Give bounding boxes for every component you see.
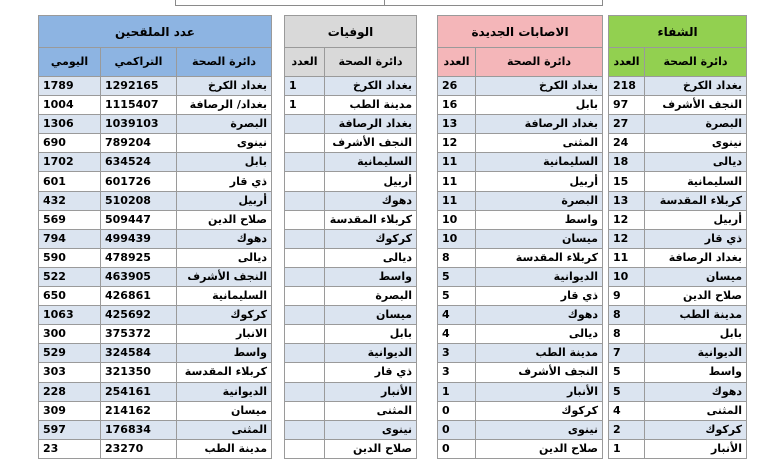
deaths-count-cell: 1 [285,96,325,115]
deaths-row [285,134,417,153]
new-cases-row [438,96,603,115]
recoveries-row [609,325,747,344]
vaccinated-row [39,210,272,229]
recoveries-row [609,287,747,306]
new-cases-dept-header: دائرة الصحة [476,48,603,77]
deaths-count-cell [285,153,325,172]
recoveries-row [609,248,747,267]
deaths-count-cell [285,267,325,286]
vaccinated-daily-cell: 23 [39,439,101,458]
deaths-row [285,77,417,96]
deaths-dept-cell: ديالى [325,248,417,267]
recoveries-count-cell: 13 [609,191,645,210]
recoveries-dept-cell: دهوك [645,382,747,401]
recoveries-row [609,439,747,458]
recoveries-row [609,382,747,401]
vaccinated-cumulative-cell: 478925 [101,248,177,267]
vaccinated-daily-header: اليومي [39,48,101,77]
vaccinated-cumulative-cell: 324584 [101,344,177,363]
recoveries-dept-cell: ميسان [645,267,747,286]
deaths-row [285,172,417,191]
deaths-table [284,15,417,459]
vaccinated-row [39,363,272,382]
vaccinated-row [39,248,272,267]
vaccinated-cumulative-cell: 1292165 [101,77,177,96]
recoveries-count-cell: 218 [609,77,645,96]
deaths-count-cell [285,191,325,210]
new-cases-dept-cell: صلاح الدين [476,439,603,458]
vaccinated-cumulative-cell: 634524 [101,153,177,172]
deaths-row [285,210,417,229]
vaccinated-row [39,191,272,210]
recoveries-count-cell: 4 [609,401,645,420]
vaccinated-dept-cell: بابل [177,153,272,172]
deaths-row [285,306,417,325]
vaccinated-cumulative-cell: 321350 [101,363,177,382]
vaccinated-dept-cell: كربلاء المقدسة [177,363,272,382]
vaccinated-row [39,420,272,439]
deaths-count-header: العدد [285,48,325,77]
deaths-count-cell [285,382,325,401]
new-cases-row [438,191,603,210]
recoveries-count-cell: 7 [609,344,645,363]
recoveries-count-cell: 11 [609,248,645,267]
new-cases-dept-cell: كركوك [476,401,603,420]
vaccinated-cumulative-cell: 425692 [101,306,177,325]
vaccinated-cumulative-cell: 510208 [101,191,177,210]
vaccinated-cumulative-cell: 214162 [101,401,177,420]
deaths-dept-cell: الأنبار [325,382,417,401]
deaths-count-cell [285,210,325,229]
vaccinated-row [39,287,272,306]
recoveries-count-cell: 5 [609,382,645,401]
recoveries-dept-cell: بابل [645,325,747,344]
recoveries-dept-cell: كربلاء المقدسة [645,191,747,210]
vaccinated-daily-cell: 650 [39,287,101,306]
new-cases-row [438,210,603,229]
new-cases-count-cell: 11 [438,172,476,191]
new-cases-dept-cell: بغداد الرصافة [476,115,603,134]
recoveries-count-cell: 15 [609,172,645,191]
vaccinated-row [39,172,272,191]
new-cases-dept-cell: بغداد الكرخ [476,77,603,96]
new-cases-row [438,382,603,401]
new-cases-row [438,115,603,134]
vaccinated-dept-cell: الديوانية [177,382,272,401]
new-cases-count-cell: 8 [438,248,476,267]
vaccinated-cumulative-cell: 789204 [101,134,177,153]
recoveries-row [609,115,747,134]
vaccinated-row [39,96,272,115]
deaths-count-cell [285,287,325,306]
new-cases-count-cell: 10 [438,229,476,248]
recoveries-count-cell: 1 [609,439,645,458]
recoveries-count-cell: 12 [609,229,645,248]
vaccinated-daily-cell: 300 [39,325,101,344]
deaths-count-cell [285,344,325,363]
vaccinated-dept-cell: بغداد الكرخ [177,77,272,96]
vaccinated-dept-cell: المثنى [177,420,272,439]
vaccinated-dept-header: دائرة الصحة [177,48,272,77]
new-cases-count-cell: 4 [438,306,476,325]
vaccinated-dept-cell: النجف الأشرف [177,267,272,286]
vaccinated-cumulative-cell: 176834 [101,420,177,439]
vaccinated-dept-cell: مدينة الطب [177,439,272,458]
recoveries-count-cell: 27 [609,115,645,134]
deaths-row [285,439,417,458]
top-border-strip [175,0,603,6]
deaths-row [285,248,417,267]
recoveries-dept-cell: الديوانية [645,344,747,363]
recoveries-row [609,306,747,325]
recoveries-dept-cell: النجف الأشرف [645,96,747,115]
new-cases-title: الاصابات الجديدة [438,16,603,48]
vaccinated-daily-cell: 1063 [39,306,101,325]
new-cases-count-cell: 0 [438,401,476,420]
deaths-dept-cell: السليمانية [325,153,417,172]
deaths-dept-cell: كربلاء المقدسة [325,210,417,229]
recoveries-count-cell: 5 [609,363,645,382]
vaccinated-dept-cell: الانبار [177,325,272,344]
new-cases-row [438,229,603,248]
vaccinated-dept-cell: بغداد/ الرصافة [177,96,272,115]
vaccinated-dept-cell: واسط [177,344,272,363]
new-cases-row [438,439,603,458]
recoveries-dept-cell: بغداد الرصافة [645,248,747,267]
vaccinated-dept-cell: أربيل [177,191,272,210]
new-cases-dept-cell: النجف الأشرف [476,363,603,382]
deaths-count-cell [285,401,325,420]
new-cases-row [438,344,603,363]
vaccinated-daily-cell: 601 [39,172,101,191]
new-cases-dept-cell: مدينة الطب [476,344,603,363]
new-cases-count-header: العدد [438,48,476,77]
vaccinated-dept-cell: البصرة [177,115,272,134]
new-cases-dept-cell: بابل [476,96,603,115]
new-cases-dept-cell: ديالى [476,325,603,344]
deaths-dept-cell: بابل [325,325,417,344]
recoveries-dept-cell: كركوك [645,420,747,439]
vaccinated-row [39,439,272,458]
deaths-count-cell [285,172,325,191]
vaccinated-cumulative-cell: 375372 [101,325,177,344]
deaths-count-cell [285,363,325,382]
recoveries-dept-cell: السليمانية [645,172,747,191]
deaths-row [285,287,417,306]
vaccinated-daily-cell: 522 [39,267,101,286]
vaccinated-row [39,382,272,401]
new-cases-count-cell: 13 [438,115,476,134]
new-cases-row [438,248,603,267]
recoveries-count-cell: 24 [609,134,645,153]
new-cases-row [438,153,603,172]
recoveries-row [609,77,747,96]
vaccinated-row [39,115,272,134]
new-cases-row [438,134,603,153]
vaccinated-daily-cell: 228 [39,382,101,401]
vaccinated-cumulative-cell: 1115407 [101,96,177,115]
recoveries-row [609,420,747,439]
new-cases-count-cell: 16 [438,96,476,115]
vaccinated-cumulative-cell: 601726 [101,172,177,191]
new-cases-dept-cell: السليمانية [476,153,603,172]
vaccinated-daily-cell: 432 [39,191,101,210]
vaccinated-cumulative-cell: 1039103 [101,115,177,134]
deaths-dept-cell: المثنى [325,401,417,420]
deaths-row [285,267,417,286]
recoveries-row [609,96,747,115]
recoveries-dept-cell: نينوى [645,134,747,153]
recoveries-count-cell: 12 [609,210,645,229]
new-cases-dept-cell: الديوانية [476,267,603,286]
deaths-dept-cell: ميسان [325,306,417,325]
recoveries-row [609,344,747,363]
deaths-dept-cell: البصرة [325,287,417,306]
vaccinated-row [39,401,272,420]
new-cases-dept-cell: ذي قار [476,287,603,306]
vaccinated-daily-cell: 690 [39,134,101,153]
new-cases-count-cell: 5 [438,267,476,286]
deaths-dept-cell: كركوك [325,229,417,248]
recoveries-count-cell: 10 [609,267,645,286]
new-cases-dept-cell: أربيل [476,172,603,191]
vaccinated-row [39,153,272,172]
vaccinated-daily-cell: 309 [39,401,101,420]
deaths-count-cell [285,248,325,267]
vaccinated-table [38,15,272,459]
recoveries-row [609,229,747,248]
recoveries-count-cell: 97 [609,96,645,115]
recoveries-dept-cell: صلاح الدين [645,287,747,306]
vaccinated-daily-cell: 794 [39,229,101,248]
new-cases-count-cell: 10 [438,210,476,229]
new-cases-row [438,287,603,306]
vaccinated-cumulative-cell: 23270 [101,439,177,458]
new-cases-count-cell: 26 [438,77,476,96]
new-cases-count-cell: 3 [438,363,476,382]
new-cases-row [438,306,603,325]
deaths-count-cell [285,134,325,153]
vaccinated-daily-cell: 529 [39,344,101,363]
deaths-count-cell [285,439,325,458]
recoveries-dept-cell: البصرة [645,115,747,134]
recoveries-row [609,267,747,286]
deaths-row [285,382,417,401]
recoveries-dept-cell: ديالى [645,153,747,172]
recoveries-row [609,363,747,382]
vaccinated-dept-cell: دهوك [177,229,272,248]
recoveries-count-cell: 9 [609,287,645,306]
deaths-row [285,153,417,172]
vaccinated-cumulative-cell: 254161 [101,382,177,401]
deaths-count-cell: 1 [285,77,325,96]
vaccinated-daily-cell: 590 [39,248,101,267]
vaccinated-dept-cell: نينوى [177,134,272,153]
vaccinated-dept-cell: السليمانية [177,287,272,306]
new-cases-row [438,401,603,420]
vaccinated-daily-cell: 1702 [39,153,101,172]
vaccinated-row [39,344,272,363]
new-cases-count-cell: 11 [438,153,476,172]
new-cases-dept-cell: واسط [476,210,603,229]
recoveries-row [609,210,747,229]
vaccinated-cumulative-cell: 426861 [101,287,177,306]
new-cases-count-cell: 0 [438,420,476,439]
new-cases-dept-cell: دهوك [476,306,603,325]
recoveries-dept-cell: بغداد الكرخ [645,77,747,96]
recoveries-count-cell: 2 [609,420,645,439]
deaths-row [285,401,417,420]
new-cases-dept-cell: المثنى [476,134,603,153]
deaths-dept-cell: نينوى [325,420,417,439]
recoveries-dept-cell: واسط [645,363,747,382]
vaccinated-daily-cell: 303 [39,363,101,382]
recoveries-dept-cell: مدينة الطب [645,306,747,325]
recoveries-count-cell: 8 [609,306,645,325]
deaths-dept-cell: مدينة الطب [325,96,417,115]
deaths-count-cell [285,420,325,439]
new-cases-dept-cell: نينوى [476,420,603,439]
new-cases-dept-cell: البصرة [476,191,603,210]
deaths-dept-cell: ذي قار [325,363,417,382]
deaths-dept-cell: بغداد الرصافة [325,115,417,134]
recoveries-row [609,401,747,420]
recoveries-row [609,134,747,153]
deaths-row [285,229,417,248]
recoveries-dept-header: دائرة الصحة [645,48,747,77]
vaccinated-cumulative-cell: 499439 [101,229,177,248]
deaths-count-cell [285,325,325,344]
new-cases-count-cell: 1 [438,382,476,401]
recoveries-title: الشفاء [609,16,747,48]
deaths-row [285,344,417,363]
new-cases-row [438,325,603,344]
recoveries-row [609,172,747,191]
new-cases-row [438,363,603,382]
deaths-count-cell [285,229,325,248]
recoveries-count-cell: 18 [609,153,645,172]
recoveries-dept-cell: المثنى [645,401,747,420]
new-cases-dept-cell: الأنبار [476,382,603,401]
new-cases-count-cell: 4 [438,325,476,344]
deaths-row [285,96,417,115]
vaccinated-daily-cell: 1306 [39,115,101,134]
recoveries-count-cell: 8 [609,325,645,344]
vaccinated-cumulative-cell: 463905 [101,267,177,286]
vaccinated-dept-cell: ميسان [177,401,272,420]
new-cases-count-cell: 3 [438,344,476,363]
new-cases-row [438,172,603,191]
vaccinated-cumulative-header: التراكمي [101,48,177,77]
recoveries-row [609,153,747,172]
recoveries-dept-cell: الأنبار [645,439,747,458]
vaccinated-row [39,77,272,96]
deaths-dept-header: دائرة الصحة [325,48,417,77]
deaths-row [285,363,417,382]
vaccinated-dept-cell: كركوك [177,306,272,325]
deaths-count-cell [285,115,325,134]
deaths-dept-cell: النجف الأشرف [325,134,417,153]
deaths-dept-cell: بغداد الكرخ [325,77,417,96]
deaths-row [285,115,417,134]
vaccinated-dept-cell: صلاح الدين [177,210,272,229]
new-cases-row [438,267,603,286]
vaccinated-title: عدد الملقحين [39,16,272,48]
deaths-count-cell [285,306,325,325]
new-cases-row [438,77,603,96]
new-cases-table [437,15,603,459]
deaths-row [285,191,417,210]
vaccinated-row [39,134,272,153]
new-cases-dept-cell: ميسان [476,229,603,248]
vaccinated-daily-cell: 1004 [39,96,101,115]
new-cases-row [438,420,603,439]
deaths-dept-cell: أربيل [325,172,417,191]
recoveries-count-header: العدد [609,48,645,77]
deaths-dept-cell: صلاح الدين [325,439,417,458]
new-cases-count-cell: 0 [438,439,476,458]
deaths-dept-cell: واسط [325,267,417,286]
new-cases-count-cell: 11 [438,191,476,210]
vaccinated-daily-cell: 1789 [39,77,101,96]
vaccinated-dept-cell: ديالى [177,248,272,267]
vaccinated-row [39,229,272,248]
deaths-dept-cell: الديوانية [325,344,417,363]
deaths-dept-cell: دهوك [325,191,417,210]
vaccinated-row [39,267,272,286]
deaths-row [285,420,417,439]
new-cases-dept-cell: كربلاء المقدسة [476,248,603,267]
vaccinated-daily-cell: 597 [39,420,101,439]
deaths-row [285,325,417,344]
new-cases-count-cell: 5 [438,287,476,306]
new-cases-count-cell: 12 [438,134,476,153]
deaths-title: الوفيات [285,16,417,48]
vaccinated-daily-cell: 569 [39,210,101,229]
recoveries-dept-cell: أربيل [645,210,747,229]
recoveries-row [609,191,747,210]
vaccinated-cumulative-cell: 509447 [101,210,177,229]
recoveries-dept-cell: ذي قار [645,229,747,248]
recoveries-table [608,15,747,459]
vaccinated-row [39,306,272,325]
vaccinated-dept-cell: ذي قار [177,172,272,191]
vaccinated-row [39,325,272,344]
